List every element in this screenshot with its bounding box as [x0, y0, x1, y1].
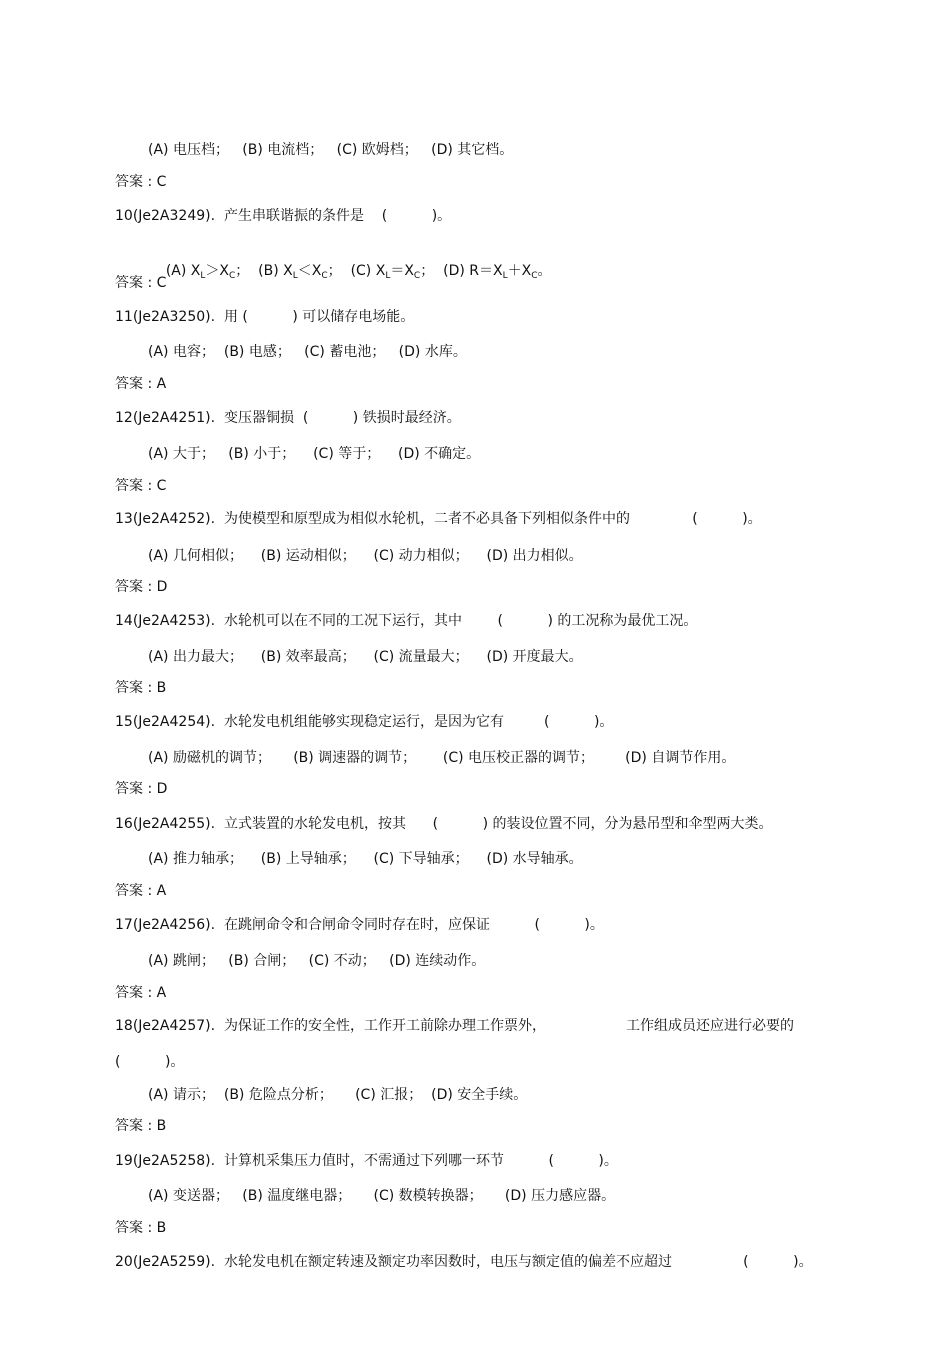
- answer-q10: 答案 : C: [115, 275, 167, 291]
- options-q11: (A) 电容； (B) 电感； (C) 蓄电池； (D) 水库。: [148, 344, 467, 360]
- question-14: 14(Je2A4253). 水轮机可以在不同的工况下运行，其中 ( ) 的工况称为最优工况。: [115, 613, 698, 629]
- answer-q13: 答案 : D: [115, 579, 168, 595]
- question-18: 18(Je2A4257). 为保证工作的安全性，工作开工前除办理工作票外， 工作组成员还应进行必要的: [115, 1018, 795, 1034]
- options-q14: (A) 出力最大； (B) 效率最高； (C) 流量最大； (D) 开度最大。: [148, 649, 583, 665]
- question-16: 16(Je2A4255). 立式装置的水轮发电机，按其 ( ) 的装设位置不同，分为悬吊型和伞型两大类。: [115, 816, 773, 832]
- options-q12: (A) 大于； (B) 小于； (C) 等于； (D) 不确定。: [148, 446, 481, 462]
- question-10: 10(Je2A3249). 产生串联谐振的条件是 ( )。: [115, 208, 452, 224]
- question-15: 15(Je2A4254). 水轮发电机组能够实现稳定运行，是因为它有 ( )。: [115, 714, 614, 730]
- options-q13: (A) 几何相似； (B) 运动相似； (C) 动力相似； (D) 出力相似。: [148, 548, 583, 564]
- question-19: 19(Je2A5258). 计算机采集压力值时，不需通过下列哪一环节 ( )。: [115, 1153, 618, 1169]
- options-q17: (A) 跳闸； (B) 合闸； (C) 不动； (D) 连续动作。: [148, 953, 486, 969]
- options-q19: (A) 变送器； (B) 温度继电器； (C) 数模转换器； (D) 压力感应器。: [148, 1188, 616, 1204]
- options-q15: (A) 励磁机的调节； (B) 调速器的调节； (C) 电压校正器的调节； (D) 自调节作用。: [148, 750, 736, 766]
- options-q9: (A) 电压档； (B) 电流档； (C) 欧姆档； (D) 其它档。: [148, 142, 514, 158]
- answer-q14: 答案 : B: [115, 680, 167, 696]
- answer-q17: 答案 : A: [115, 985, 167, 1001]
- answer-q12: 答案 : C: [115, 478, 167, 494]
- answer-q11: 答案 : A: [115, 376, 167, 392]
- answer-q9: 答案 : C: [115, 174, 167, 190]
- options-q18: (A) 请示； (B) 危险点分析； (C) 汇报； (D) 安全手续。: [148, 1087, 528, 1103]
- options-q10: (A) $X_L>X_C$； (B) $X_L<X_C$； (C) $X_L=X_C$； (D) $R=X_L+X_C$。: [165, 263, 552, 281]
- options-q16: (A) 推力轴承； (B) 上导轴承； (C) 下导轴承； (D) 水导轴承。: [148, 851, 583, 867]
- question-13: 13(Je2A4252). 为使模型和原型成为相似水轮机，二者不必具备下列相似条件中的 ( )。: [115, 511, 762, 527]
- answer-q19: 答案 : B: [115, 1220, 167, 1236]
- question-18-continued: ( )。: [115, 1054, 185, 1070]
- answer-q16: 答案 : A: [115, 883, 167, 899]
- question-17: 17(Je2A4256). 在跳闸命令和合闸命令同时存在时，应保证 ( )。: [115, 917, 604, 933]
- question-20: 20(Je2A5259). 水轮发电机在额定转速及额定功率因数时，电压与额定值的偏差不应超过 ( )。: [115, 1254, 813, 1270]
- question-11: 11(Je2A3250). 用 ( ) 可以储存电场能。: [115, 309, 415, 325]
- question-12: 12(Je2A4251). 变压器铜损 ( ) 铁损时最经济。: [115, 410, 461, 426]
- answer-q15: 答案 : D: [115, 781, 168, 797]
- answer-q18: 答案 : B: [115, 1118, 167, 1134]
